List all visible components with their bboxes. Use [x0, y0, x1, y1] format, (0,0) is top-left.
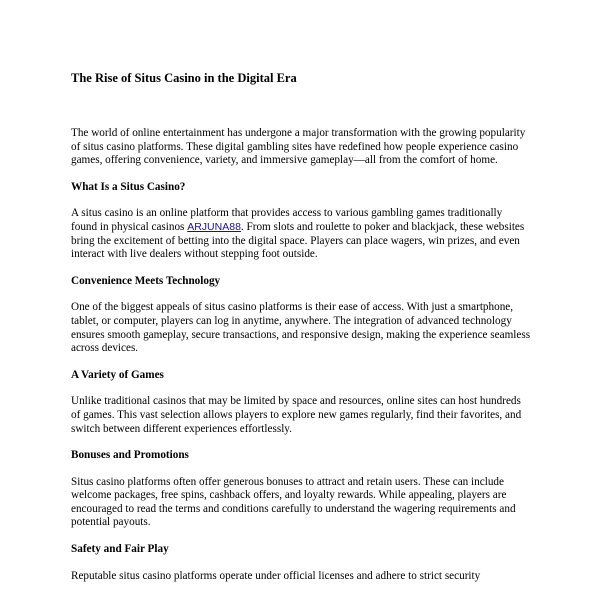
section-body-what-is-end: . From slots and roulette to poker and blackjack, these websites bring the excitement of betting into the digital space. Players can place wagers, win prizes, and even interact with live dealers without stepping foot outside. [71, 220, 525, 261]
arjuna88-link[interactable]: ARJUNA88 [187, 220, 241, 233]
section-heading-what-is: What Is a Situs Casino? [71, 180, 186, 193]
section-body-safety: Reputable situs casino platforms operate under official licenses and adhere to strict security [71, 569, 481, 582]
document-content [71, 127, 531, 583]
section-body-what-is [71, 207, 531, 261]
document-title: The Rise of Situs Casino in the Digital Era [71, 71, 297, 85]
section-heading-variety: A Variety of Games [71, 368, 164, 381]
intro-paragraph: The world of online entertainment has undergone a major transformation with the growing popularity of situs casino platforms. These digital gambling sites have redefined how people experience casino games, offering convenience, variety, and immersive gameplay—all from the comfort of home. [71, 127, 526, 167]
section-heading-bonuses: Bonuses and Promotions [71, 449, 189, 462]
section-heading-safety: Safety and Fair Play [71, 543, 169, 556]
section-body-bonuses: Situs casino platforms often offer generous bonuses to attract and retain users. These can include welcome packages, free spins, cashback offers, and loyalty rewards. While appealing, players are encouraged to read the terms and conditions carefully to understand the wagering requirements and potential payouts. [71, 475, 516, 529]
section-body-convenience: One of the biggest appeals of situs casino platforms is their ease of access. With just a smartphone, tablet, or computer, players can log in anytime, anywhere. The integration of advanced technology ensures smooth gameplay, secure transactions, and responsive design, making the experience seamless across devices. [71, 301, 531, 355]
section-body-variety: Unlike traditional casinos that may be limited by space and resources, online sites can host hundreds of games. This vast selection allows players to explore new games regularly, find their favorites, and switch between different experiences effortlessly. [71, 395, 522, 435]
section-body-what-is-start: A situs casino is an online platform that provides access to various gambling games traditionally found in physical casinos [71, 207, 503, 233]
section-heading-convenience: Convenience Meets Technology [71, 274, 221, 287]
